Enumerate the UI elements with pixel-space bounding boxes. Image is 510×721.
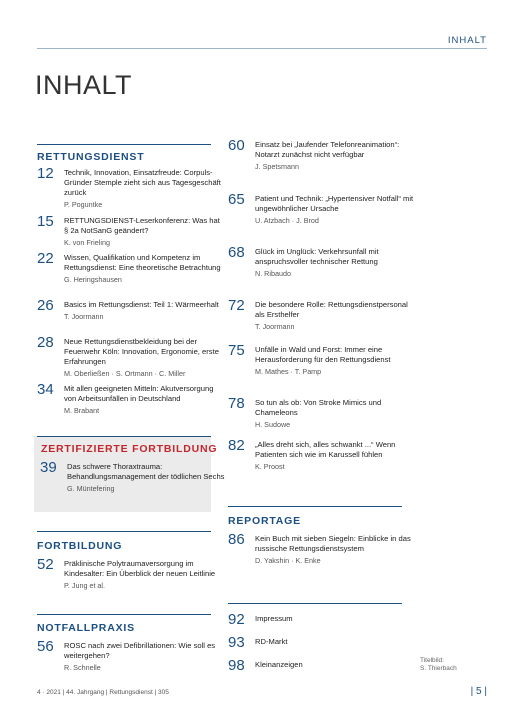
section-heading-zertifizierte-fortbildung: ZERTIFIZIERTE FORTBILDUNG <box>41 443 218 455</box>
section-rule <box>228 506 402 507</box>
entry-title: Das schwere Thoraxtrauma: Behandlungsmanagement der tödlichen Sechs <box>67 462 225 481</box>
entry-author: D. Yakshin · K. Enke <box>255 556 321 565</box>
entry-author: T. Joormann <box>64 312 104 321</box>
page-number: 93 <box>228 634 245 651</box>
page-number: 39 <box>40 459 57 476</box>
entry-title: Kleinanzeigen <box>255 660 303 669</box>
entry-author: U. Atzbach · J. Brod <box>255 216 319 225</box>
header-label: INHALT <box>447 35 487 46</box>
section-heading-reportage: REPORTAGE <box>228 515 301 527</box>
page-number: 22 <box>37 250 54 267</box>
section-rule <box>37 531 211 532</box>
page-number: 56 <box>37 638 54 655</box>
page-number: 75 <box>228 342 245 359</box>
page-number: 15 <box>37 213 54 230</box>
footer-page-number: | 5 | <box>470 686 487 697</box>
entry-author: J. Spetsmann <box>255 162 299 171</box>
page-number: 60 <box>228 137 245 154</box>
entry-author: N. Ribaudo <box>255 269 291 278</box>
page-number: 68 <box>228 244 245 261</box>
entry-title: RETTUNGSDIENST-Leserkonferenz: Was hat § 2a NotSanG geändert? <box>64 216 220 235</box>
page-number: 82 <box>228 437 245 454</box>
section-heading-notfallpraxis: NOTFALLPRAXIS <box>37 622 135 634</box>
header-rule <box>37 48 487 49</box>
section-heading-rettungsdienst: RETTUNGSDIENST <box>37 151 145 163</box>
entry-author: H. Sudowe <box>255 420 291 429</box>
section-rule <box>228 603 402 604</box>
entry-title: Unfälle in Wald und Forst: Immer eine Herausforderung für den Rettungsdienst <box>255 345 391 364</box>
entry-title: Glück im Unglück: Verkehrsunfall mit anspruchsvoller technischer Rettung <box>255 247 379 266</box>
entry-title: RD-Markt <box>255 637 288 646</box>
entry-author: M. Brabant <box>64 406 100 415</box>
entry-title: Mit allen geeigneten Mitteln: Akutversorgung von Arbeitsunfällen in Deutschland <box>64 384 214 403</box>
page-number: 34 <box>37 381 54 398</box>
entry-title: Technik, Innovation, Einsatzfreude: Corpuls-Gründer Stemple zieht sich aus Tagesgeschäft zurück <box>64 168 221 197</box>
entry-title: Einsatz bei „laufender Telefonreanimation“: Notarzt zunächst nicht verfügbar <box>255 140 400 159</box>
section-rule <box>37 144 211 145</box>
entry-title: „Alles dreht sich, alles schwankt ...“ Wenn Patienten sich wie im Karussell fühlen <box>255 440 396 459</box>
entry-title: Die besondere Rolle: Rettungsdienstpersonal als Ersthelfer <box>255 300 408 319</box>
entry-author: M. Oberließen · S. Ortmann · C. Miller <box>64 369 186 378</box>
page-title: INHALT <box>35 70 133 100</box>
cover-credit-name: S. Thierbach <box>420 665 457 672</box>
section-rule <box>37 614 211 615</box>
page-number: 26 <box>37 297 54 314</box>
entry-title: Präklinische Polytraumaversorgung im Kindesalter: Ein Überblick der neuen Leitlinie <box>64 559 216 578</box>
entry-author: P. Jung et al. <box>64 581 106 590</box>
entry-title: ROSC nach zwei Defibrillationen: Wie soll es weitergehen? <box>64 641 216 660</box>
page-number: 92 <box>228 611 245 628</box>
entry-author: P. Poguntke <box>64 200 103 209</box>
cover-credit <box>420 657 457 673</box>
page-number: 98 <box>228 657 245 674</box>
page-number: 72 <box>228 297 245 314</box>
entry-title: Kein Buch mit sieben Siegeln: Einblicke in das russische Rettungsdienstsystem <box>255 534 411 553</box>
entry-author: T. Joormann <box>255 322 295 331</box>
entry-author: K. von Frieling <box>64 238 110 247</box>
cover-credit-label: Titelbild: <box>420 657 444 664</box>
page-number: 12 <box>37 165 54 182</box>
entry-title: So tun als ob: Von Stroke Mimics und Chameleons <box>255 398 382 417</box>
page-number: 52 <box>37 556 54 573</box>
entry-title: Basics im Rettungsdienst: Teil 1: Wärmeerhalt <box>64 300 219 309</box>
page-number: 28 <box>37 334 54 351</box>
entry-author: R. Schnelle <box>64 663 101 672</box>
page-number: 65 <box>228 191 245 208</box>
entry-author: M. Mathes · T. Pamp <box>255 367 322 376</box>
entry-author: K. Proost <box>255 462 285 471</box>
entry-title: Wissen, Qualifikation und Kompetenz im Rettungsdienst: Eine theoretische Betrachtung <box>64 253 221 272</box>
entry-title: Patient und Technik: „Hypertensiver Notfall“ mit ungewöhnlicher Ursache <box>255 194 414 213</box>
entry-author: G. Heringshausen <box>64 275 122 284</box>
page-number: 86 <box>228 531 245 548</box>
page-number: 78 <box>228 395 245 412</box>
footer-issue-info: 4 · 2021 | 44. Jahrgang | Rettungsdienst | 305 <box>37 689 169 696</box>
entry-title: Impressum <box>255 614 293 623</box>
section-rule <box>37 436 211 437</box>
entry-author: G. Müntefering <box>67 484 115 493</box>
section-heading-fortbildung: FORTBILDUNG <box>37 540 123 552</box>
entry-title: Neue Rettungsdienstbekleidung bei der Feuerwehr Köln: Innovation, Ergonomie, erste Erfahrungen <box>64 337 219 366</box>
